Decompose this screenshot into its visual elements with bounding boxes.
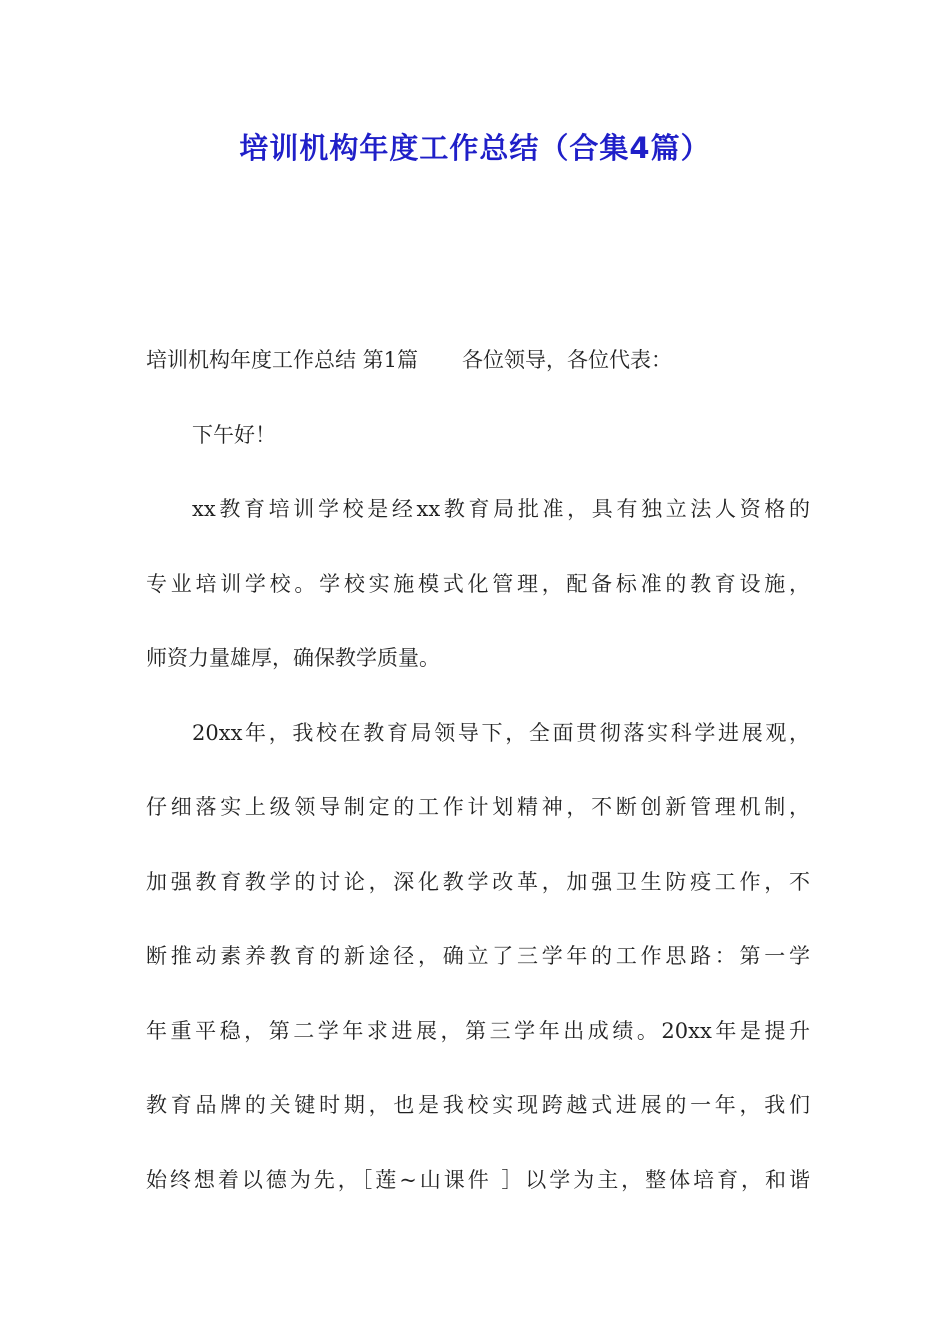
paragraph-line: 加强教育教学的讨论，深化教学改革，加强卫生防疫工作，不 <box>146 869 810 894</box>
paragraph-line: 专业培训学校。学校实施模式化管理，配备标准的教育设施， <box>146 571 810 596</box>
paragraph-line: xx教育培训学校是经xx教育局批准，具有独立法人资格的 <box>192 497 810 521</box>
paragraph-line: 年重平稳，第二学年求进展，第三学年出成绩。20xx年是提升 <box>146 1018 810 1043</box>
document-body <box>146 340 810 1234</box>
document-title: 培训机构年度工作总结（合集4篇） <box>239 131 711 165</box>
paragraph-line: 教育品牌的关键时期，也是我校实现跨越式进展的一年，我们 <box>146 1093 810 1117</box>
paragraph-line: 师资力量雄厚，确保教学质量。 <box>146 646 440 670</box>
section-title: 培训机构年度工作总结 第1篇 <box>146 348 419 372</box>
greeting-line: 下午好！ <box>192 422 276 447</box>
salutation: 各位领导，各位代表： <box>462 348 673 372</box>
heading-line <box>146 340 810 415</box>
paragraph-line: 20xx年，我校在教育局领导下，全面贯彻落实科学进展观， <box>192 720 810 745</box>
paragraph-line: 始终想着以德为先，［莲~山课件 ］以学为主，整体培育，和谐 <box>146 1167 810 1192</box>
paragraph-line: 仔细落实上级领导制定的工作计划精神，不断创新管理机制， <box>146 795 810 819</box>
paragraph-line: 断推动素养教育的新途径，确立了三学年的工作思路：第一学 <box>146 944 810 968</box>
